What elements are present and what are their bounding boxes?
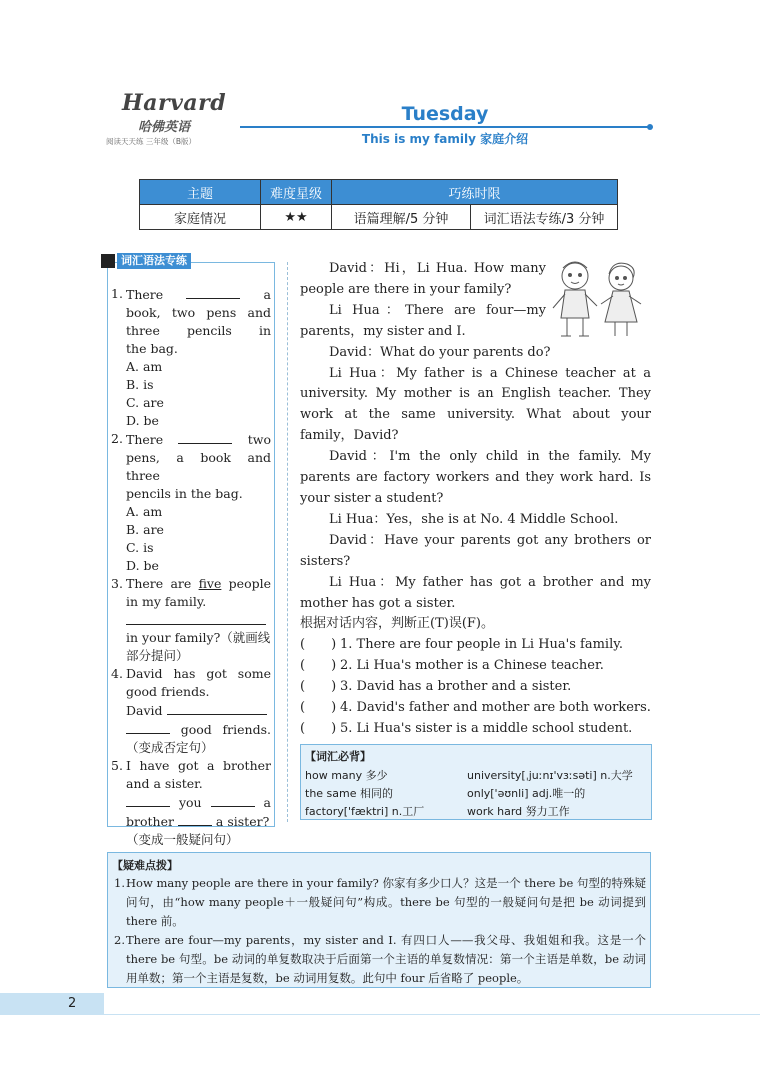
tips-heading: 【疑难点拨】 [112,859,178,872]
option[interactable]: C. is [126,540,154,555]
logo-brand-cn: 哈佛英语 [138,120,191,135]
tf-item-4: ( ) 4. David's father and mother are both workers. [300,700,651,716]
info-table [139,179,618,230]
dialog-line: Li Hua：My father has got a brother and my mother has got a sister. [300,574,651,611]
grammar-questions [111,285,271,849]
tf-item-3: ( ) 3. David has a brother and a sister. [300,679,572,695]
question-1: 1. There a book, two pens and three pencils in the bag. A. am B. is C. are D. be [111,286,271,428]
column-divider [287,262,288,822]
question-3: 3. There are five people in my family. in your family?（就画线部分提问） [111,576,271,663]
info-topic: 家庭情况 [140,205,261,230]
page-number-tab [0,993,104,1015]
dialog-passage [300,259,651,740]
answer-blank[interactable] [211,793,255,807]
question-5: 5. I have got a brother and a sister. you a brother a sister? （变成一般疑问句） [111,758,271,847]
option[interactable]: B. are [126,522,164,537]
tf-instruction: 根据对话内容，判断正(T)误(F)。 [300,616,494,632]
answer-blank[interactable] [167,701,267,715]
dialog-line: David：Have your parents got any brothers or sisters? [300,532,651,569]
page-subtitle: This is my family 家庭介绍 [361,132,529,146]
logo-series: 阅读天天练 三年级（B版） [106,137,197,146]
info-stars: ★★ [261,205,332,230]
dialog-line: David：I'm the only child in the family. My parents are factory workers and they work hard. Is your sister a student? [300,449,651,506]
tf-item-1: ( ) 1. There are four people in Li Hua's family. [300,637,623,653]
footer-rule [104,1014,760,1015]
grammar-section-label: 词汇语法专练 [117,253,191,269]
option[interactable]: B. is [126,377,154,392]
grammar-section-badge [101,253,211,269]
info-header-topic: 主题 [140,180,261,205]
answer-blank[interactable] [126,793,170,807]
option[interactable]: D. be [126,558,159,573]
info-time-grammar: 词汇语法专练/3 分钟 [471,205,618,230]
tip-item-2: 2. There are four—my parents，my sister and I. 有四口人——我父母、我姐姐和我。这是一个 there be 句型。be 动词的单复数取决于后面第一个主语的单复数情况：第一个主语是单数，be 动词用单数；第一个主语是复数，be 动词用复数。此句中 four 后省略了 people。 [114,933,646,985]
tf-item-5: ( ) 5. Li Hua's sister is a middle school student. [300,720,633,736]
answer-blank[interactable] [126,611,266,625]
dialog-line: David：Hi，Li Hua. How many people are there in your family? [300,261,546,297]
dialog-line: Li Hua：There are four—my parents，my sister and I. [300,302,546,339]
info-table-row [140,205,618,230]
vocab-item: only['əʊnli] adj.唯一的 [467,787,586,800]
dialog-line: David：What do your parents do? [329,344,551,360]
tips-box [107,852,651,988]
info-header-difficulty: 难度星级 [261,180,332,205]
answer-blank[interactable] [178,430,232,444]
option[interactable]: A. am [126,359,163,374]
dialog-line: Li Hua：Yes，she is at No. 4 Middle School. [329,511,619,527]
dialog-line: Li Hua：My father is a Chinese teacher at a university. My mother is an English teacher. They work at the same university. What about your family，David? [300,365,651,444]
vocab-box [300,744,652,820]
logo-brand: Harvard [122,90,227,116]
info-time-reading: 语篇理解/5 分钟 [332,205,471,230]
question-2: 2. There two pens, a book and three pencils in the bag. A. am B. are C. is D. be [111,431,271,573]
vocab-item: work hard 努力工作 [467,805,570,818]
vocab-item: the same 相同的 [305,787,393,800]
page-title: Tuesday [401,103,489,125]
harvard-logo [104,90,240,152]
tf-item-2: ( ) 2. Li Hua's mother is a Chinese teacher. [300,658,604,674]
vocab-item: factory['fæktri] n.工厂 [305,805,425,818]
header-rule-dot [647,124,653,130]
tip-item-1: 1. How many people are there in your family? 你家有多少口人？这是一个 there be 句型的特殊疑问句，由“how many people＋一般疑问句”构成。there be 句型的一般疑问句是把 be 动词提到 there 前。 [114,876,646,928]
vocab-heading: 【词汇必背】 [305,750,371,763]
answer-blank[interactable] [126,720,170,734]
vocab-item: university[ˌjuːnɪ'vɜːsəti] n.大学 [467,769,633,782]
header-rule [240,126,650,128]
badge-square-icon [101,254,115,268]
option[interactable]: A. am [126,504,163,519]
info-header-time: 巧练时限 [332,180,618,205]
question-4: 4. David has got some good friends. David good friends. （变成否定句） [111,666,271,755]
info-table-header-row [140,180,618,205]
vocab-item: how many 多少 [305,769,388,782]
page-number: 2 [68,996,77,1011]
answer-blank[interactable] [178,812,212,826]
option[interactable]: C. are [126,395,164,410]
option[interactable]: D. be [126,413,159,428]
answer-blank[interactable] [186,285,240,299]
